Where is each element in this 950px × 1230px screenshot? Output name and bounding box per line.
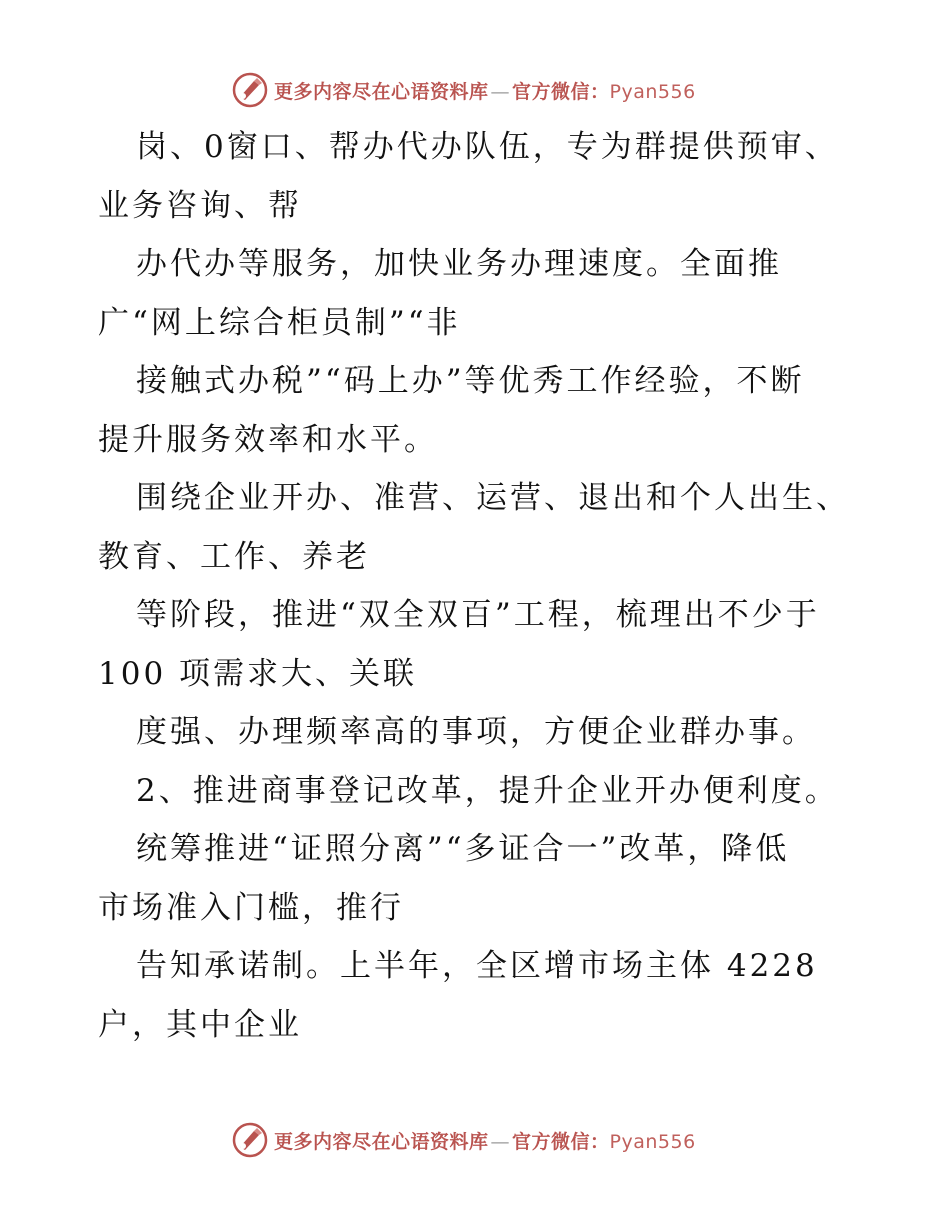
header-banner-text	[274, 77, 696, 104]
header-separator: —	[490, 80, 511, 103]
text-line: 岗、0窗口、帮办代办队伍，专为群提供预审、	[136, 129, 839, 165]
text-line: 接触式办税”“码上办”等优秀工作经验，不断	[136, 363, 805, 399]
text-line: 等阶段，推进“双全双百”工程，梳理出不少于	[136, 597, 820, 633]
footer-separator: —	[490, 1130, 511, 1153]
text-line: 告知承诺制。上半年，全区增市场主体 4228	[136, 948, 818, 984]
text-line: 统筹推进“证照分离”“多证合一”改革，降低	[136, 831, 790, 867]
header-brand: 更多内容尽在心语资料库	[274, 80, 489, 103]
footer-banner	[232, 1122, 696, 1158]
text-line: 100 项需求大、关联	[98, 655, 418, 692]
text-line: 办代办等服务，加快业务办理速度。全面推	[136, 246, 782, 282]
text-line: 度强、办理频率高的事项，方便企业群办事。	[136, 714, 816, 750]
text-line: 广“网上综合柜员制”“非	[98, 304, 461, 341]
brand-logo-icon	[232, 72, 268, 108]
footer-wechat-label: 官方微信：	[512, 1130, 610, 1153]
footer-banner-text	[274, 1127, 696, 1154]
text-line: 提升服务效率和水平。	[98, 421, 438, 458]
header-wechat-account: Pyan556	[609, 80, 696, 103]
footer-brand: 更多内容尽在心语资料库	[274, 1130, 489, 1153]
header-wechat-label: 官方微信：	[512, 80, 610, 103]
text-line: 2、推进商事登记改革，提升企业开办便利度。	[136, 772, 839, 809]
text-line: 业务咨询、帮	[98, 187, 302, 224]
text-line: 教育、工作、养老	[98, 538, 370, 575]
text-line: 围绕企业开办、准营、运营、退出和个人出生、	[136, 480, 850, 516]
header-banner	[232, 72, 696, 108]
document-body	[98, 118, 858, 1054]
footer-wechat-account: Pyan556	[609, 1130, 696, 1153]
text-line: 市场准入门槛，推行	[98, 889, 404, 926]
text-line: 户，其中企业	[98, 1006, 302, 1043]
brand-logo-icon	[232, 1122, 268, 1158]
